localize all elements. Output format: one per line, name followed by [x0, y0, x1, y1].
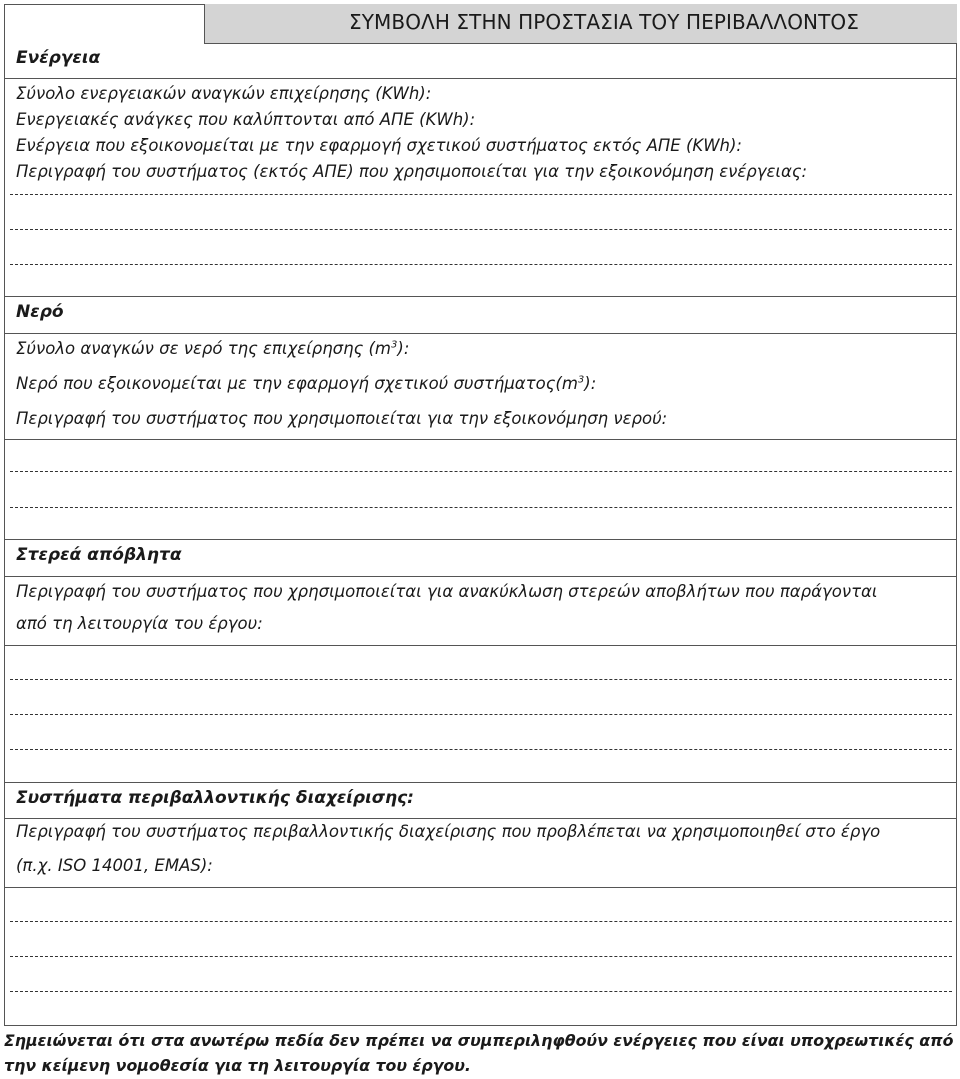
answer-line[interactable] [10, 679, 952, 680]
section-divider [4, 887, 957, 888]
footnote: Σημειώνεται ότι στα ανωτέρω πεδία δεν πρέπει να συμπεριληφθούν ενέργειες που είναι υποχρεωτικές από την κείμενη νομοθεσία για τη λειτουργία του έργου. [4, 1031, 954, 1075]
water-header: Νερό [16, 302, 64, 322]
waste-description-label-line2: από τη λειτουργία του έργου: [16, 614, 263, 633]
page-title: ΣΥΜΒΟΛΗ ΣΤΗΝ ΠΡΟΣΤΑΣΙΑ ΤΟΥ ΠΕΡΙΒΑΛΛΟΝΤΟΣ [348, 10, 860, 34]
energy-system-description-label: Περιγραφή του συστήματος (εκτός ΑΠΕ) που χρησιμοποιείται για την εξοικονόμηση ενέργειας: [16, 162, 808, 181]
section-divider [4, 818, 957, 819]
section-divider [4, 296, 957, 297]
answer-line[interactable] [10, 229, 952, 230]
answer-line[interactable] [10, 264, 952, 265]
env-mgmt-description-label-line1: Περιγραφή του συστήματος περιβαλλοντικής διαχείρισης που προβλέπεται να χρησιμοποιηθεί στο έργο [16, 822, 881, 841]
section-divider [4, 645, 957, 646]
energy-renewable-field[interactable]: Ενεργειακές ανάγκες που καλύπτονται από ΑΠΕ (KWh): [16, 110, 476, 129]
answer-line[interactable] [10, 749, 952, 750]
env-mgmt-header: Συστήματα περιβαλλοντικής διαχείρισης: [16, 788, 414, 808]
energy-saved-field[interactable]: Ενέργεια που εξοικονομείται με την εφαρμογή σχετικού συστήματος εκτός ΑΠΕ (KWh): [16, 136, 742, 155]
answer-line[interactable] [10, 507, 952, 508]
answer-line[interactable] [10, 471, 952, 472]
section-divider [4, 782, 957, 783]
water-saved-field[interactable]: Νερό που εξοικονομείται με την εφαρμογή σχετικού $\sigma\upsilon\sigma\tau ή\mu\alpha\tau o\varsigma(m^3)$: [16, 374, 597, 393]
water-system-description-label: Περιγραφή του συστήματος που χρησιμοποιείται για την εξοικονόμηση νερού: [16, 409, 668, 428]
energy-total-field[interactable]: Σύνολο ενεργειακών αναγκών επιχείρησης (KWh): [16, 84, 432, 103]
title-bar [204, 4, 957, 44]
section-divider [4, 439, 957, 440]
section-divider [4, 576, 957, 577]
env-mgmt-description-label-line2: (π.χ. ISO 14001, EMAS): [16, 856, 213, 875]
section-divider [4, 333, 957, 334]
answer-line[interactable] [10, 714, 952, 715]
waste-header: Στερεά απόβλητα [16, 545, 182, 565]
answer-line[interactable] [10, 921, 952, 922]
answer-line[interactable] [10, 991, 952, 992]
answer-line[interactable] [10, 194, 952, 195]
waste-description-label-line1: Περιγραφή του συστήματος που χρησιμοποιείται για ανακύκλωση στερεών αποβλήτων που παράγονται [16, 582, 878, 601]
energy-header: Ενέργεια [16, 48, 101, 68]
answer-line[interactable] [10, 956, 952, 957]
section-divider [4, 539, 957, 540]
section-divider [4, 78, 957, 79]
water-total-field[interactable]: Σύνολο αναγκών σε νερό της επιχείρησης $(m^3)$: [16, 339, 410, 358]
